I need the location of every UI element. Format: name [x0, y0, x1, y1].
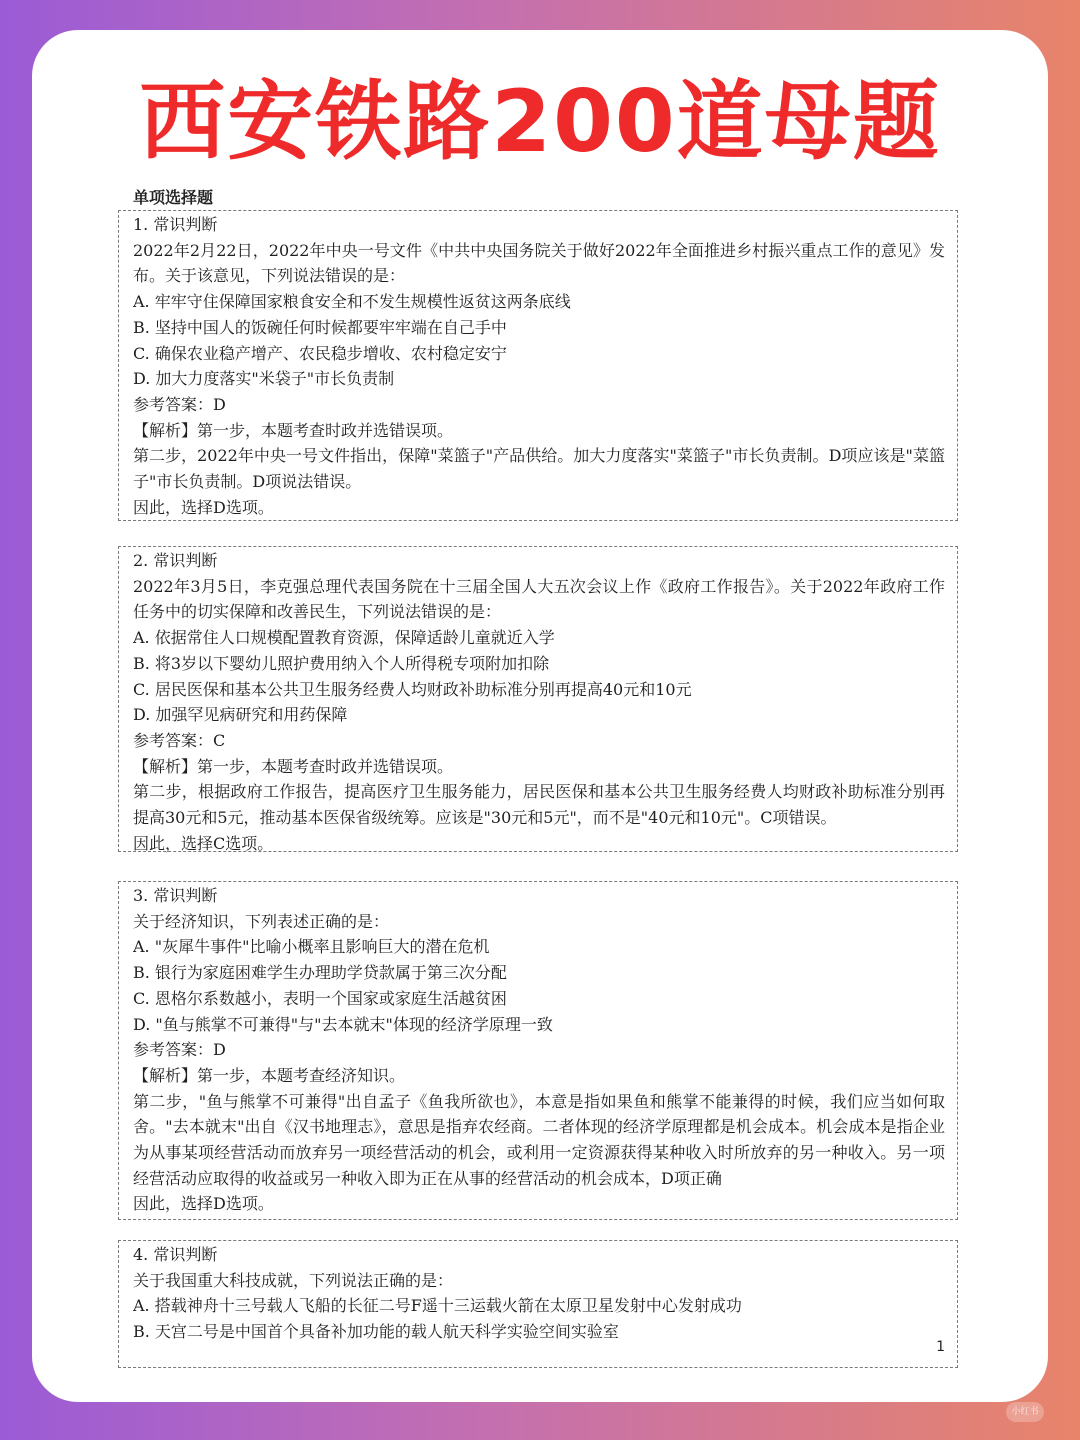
analysis-step-2: 第二步，根据政府工作报告，提高医疗卫生服务能力，居民医保和基本公共卫生服务经费人均财政补助标准分别再提高30元和5元，推动基本医保省级统筹。应该是"30元和5元"，而不是"40元和10元"。C项错误。	[133, 782, 945, 828]
analysis-step-2: 第二步，2022年中央一号文件指出，保障"菜篮子"产品供给。加大力度落实"菜篮子"市长负责制。D项应该是"菜篮子"市长负责制。D项说法错误。	[133, 446, 945, 492]
conclusion: 因此，选择C选项。	[133, 833, 274, 853]
analysis-step-1: 【解析】第一步，本题考查经济知识。	[133, 1065, 406, 1085]
option-a: A. "灰犀牛事件"比喻小概率且影响巨大的潜在危机	[133, 937, 490, 957]
section-label: 单项选择题	[133, 188, 214, 207]
watermark-logo: 小红书	[1006, 1402, 1044, 1422]
analysis-step-2: 第二步，"鱼与熊掌不可兼得"出自孟子《鱼我所欲也》，本意是指如果鱼和熊掌不能兼得的时候，我们应当如何取舍。"去本就末"出自《汉书地理志》，意思是指弃农经商。二者体现的经济学原理都是机会成本。机会成本是指企业为从事某项经营活动而放弃另一项经营活动的机会，或利用一定资源获得某种收入时所放弃的另一种收入。另一项经营活动应取得的收益或另一种收入即为正在从事的经营活动的机会成本，D项正确	[133, 1091, 945, 1188]
question-stem: 关于我国重大科技成就，下列说法正确的是：	[133, 1270, 454, 1290]
analysis-step-1: 【解析】第一步，本题考查时政并选错误项。	[133, 420, 454, 440]
option-c: C. 确保农业稳产增产、农民稳步增收、农村稳定安宁	[133, 343, 507, 363]
question-box-4	[118, 1240, 958, 1368]
option-b: B. 天宫二号是中国首个具备补加功能的载人航天科学实验空间实验室	[133, 1322, 619, 1342]
conclusion: 因此，选择D选项。	[133, 1194, 274, 1214]
question-stem: 2022年3月5日，李克强总理代表国务院在十三届全国人大五次会议上作《政府工作报告》。关于2022年政府工作任务中的切实保障和改善民生，下列说法错误的是：	[133, 576, 945, 622]
answer: 参考答案：D	[133, 394, 226, 414]
question-header: 2. 常识判断	[133, 551, 218, 570]
option-b: B. 将3岁以下婴幼儿照护费用纳入个人所得税专项附加扣除	[133, 653, 550, 673]
question-header: 1. 常识判断	[133, 215, 218, 234]
question-header: 4. 常识判断	[133, 1245, 218, 1264]
question-box-2	[118, 546, 958, 852]
content-card	[32, 30, 1048, 1402]
page-title: 西安铁路200道母题	[139, 72, 941, 172]
option-c: C. 居民医保和基本公共卫生服务经费人均财政补助标准分别再提高40元和10元	[133, 679, 692, 699]
question-box-1	[118, 210, 958, 521]
page-number: 1	[936, 1339, 945, 1356]
option-a: A. 搭载神舟十三号载人飞船的长征二号F遥十三运载火箭在太原卫星发射中心发射成功	[133, 1296, 742, 1316]
question-box-3	[118, 881, 958, 1220]
answer: 参考答案：C	[133, 730, 226, 750]
option-d: D. 加大力度落实"米袋子"市长负责制	[133, 369, 395, 389]
option-a: A. 牢牢守住保障国家粮食安全和不发生规模性返贫这两条底线	[133, 292, 571, 312]
conclusion: 因此，选择D选项。	[133, 497, 274, 517]
answer: 参考答案：D	[133, 1040, 226, 1060]
option-a: A. 依据常住人口规模配置教育资源，保障适龄儿童就近入学	[133, 628, 555, 648]
question-stem: 关于经济知识，下列表述正确的是：	[133, 911, 390, 931]
option-d: D. 加强罕见病研究和用药保障	[133, 705, 348, 725]
question-header: 3. 常识判断	[133, 886, 218, 905]
analysis-step-1: 【解析】第一步，本题考查时政并选错误项。	[133, 756, 454, 776]
option-c: C. 恩格尔系数越小，表明一个国家或家庭生活越贫困	[133, 988, 507, 1008]
option-b: B. 坚持中国人的饭碗任何时候都要牢牢端在自己手中	[133, 317, 507, 337]
option-d: D. "鱼与熊掌不可兼得"与"去本就末"体现的经济学原理一致	[133, 1014, 553, 1034]
question-stem: 2022年2月22日，2022年中央一号文件《中共中央国务院关于做好2022年全面推进乡村振兴重点工作的意见》发布。关于该意见，下列说法错误的是：	[133, 240, 945, 286]
option-b: B. 银行为家庭困难学生办理助学贷款属于第三次分配	[133, 963, 507, 983]
